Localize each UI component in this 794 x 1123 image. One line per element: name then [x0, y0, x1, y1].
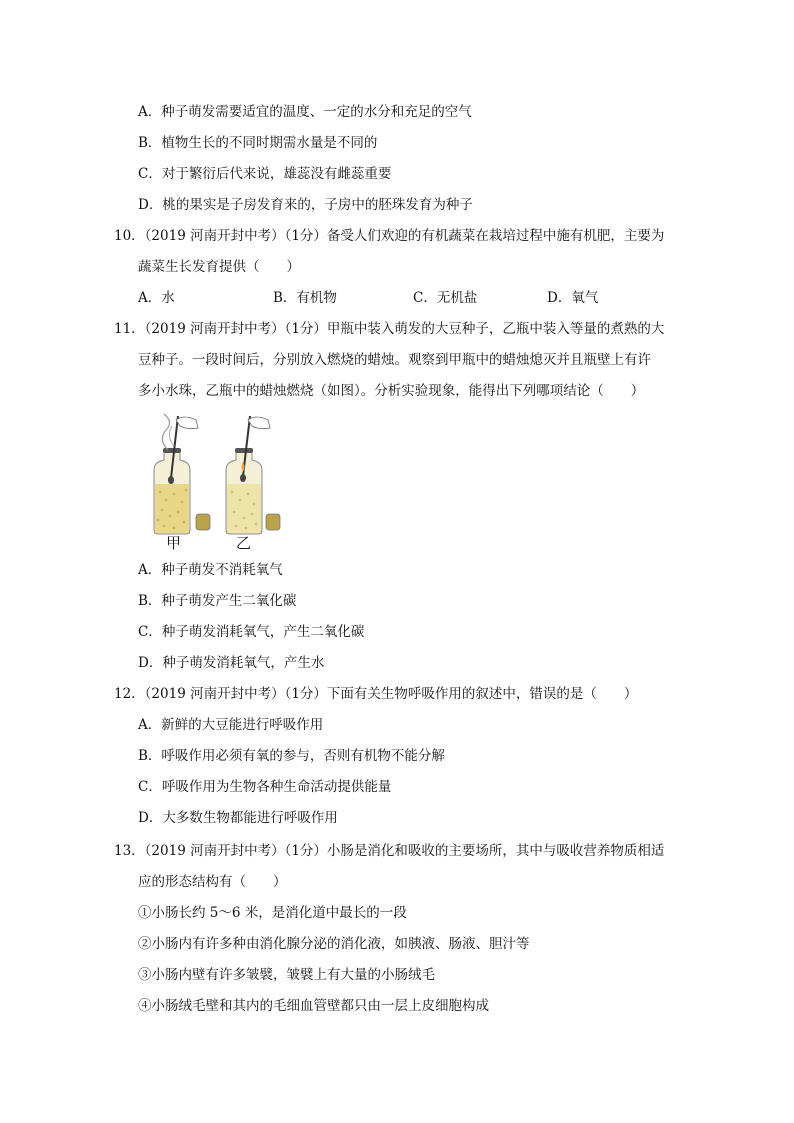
q9-option-b: B．植物生长的不同时期需水量是不同的 — [138, 135, 378, 151]
q9-option-a: A．种子萌发需要适宜的温度、一定的水分和充足的空气 — [138, 104, 472, 120]
q13-statement-2: ②小肠内有许多种由消化腺分泌的消化液，如胰液、肠液、胆汁等 — [138, 936, 530, 952]
q9-option-d: D．桃的果实是子房发育来的，子房中的胚珠发育为种子 — [138, 197, 473, 213]
q12-option-a: A．新鲜的大豆能进行呼吸作用 — [138, 717, 324, 733]
q10-option-b: B．有机物 — [273, 290, 337, 306]
q12-option-d: D．大多数生物都能进行呼吸作用 — [138, 810, 338, 826]
q11-option-c: C．种子萌发消耗氧气，产生二氧化碳 — [138, 624, 365, 640]
q12-option-b: B．呼吸作用必须有氧的参与，否则有机物不能分解 — [138, 748, 445, 764]
figure-label-yi: 乙 — [236, 534, 252, 552]
figure-label-jia: 甲 — [166, 534, 182, 552]
bottles-illustration — [144, 410, 284, 550]
q11-option-d: D．种子萌发消耗氧气，产生水 — [138, 655, 325, 671]
q10-option-d: D．氧气 — [547, 290, 599, 306]
q13-statement-3: ③小肠内壁有许多皱襞，皱襞上有大量的小肠绒毛 — [138, 967, 435, 983]
block-jia — [196, 514, 210, 530]
q10-option-a: A．水 — [138, 290, 175, 306]
q13-statement-1: ①小肠长约 5～6 米，是消化道中最长的一段 — [138, 905, 407, 921]
q11-stem-line1: 11．（2019 河南开封中考）（1分）甲瓶中装入萌发的大豆种子，乙瓶中装入等量的煮熟的大 — [114, 321, 665, 337]
q13-stem-line2: 应的形态结构有（ ） — [138, 874, 287, 890]
q13-stem-line1: 13．（2019 河南开封中考）（1分）小肠是消化和吸收的主要场所，其中与吸收营养物质相适 — [114, 843, 665, 859]
q11-option-b: B．种子萌发产生二氧化碳 — [138, 593, 297, 609]
q10-stem-line1: 10．（2019 河南开封中考）（1分）备受人们欢迎的有机蔬菜在栽培过程中施有机肥，主要为 — [114, 228, 665, 244]
q10-option-c: C．无机盐 — [413, 290, 478, 306]
q13-statement-4: ④小肠绒毛壁和其内的毛细血管壁都只由一层上皮细胞构成 — [138, 998, 489, 1014]
q9-option-c: C．对于繁衍后代来说，雄蕊没有雌蕊重要 — [138, 166, 392, 182]
bottle-jia — [154, 414, 198, 534]
q11-stem-line2: 豆种子。一段时间后，分别放入燃烧的蜡烛。观察到甲瓶中的蜡烛熄灭并且瓶壁上有许 — [138, 352, 651, 368]
q12-option-c: C．呼吸作用为生物各种生命活动提供能量 — [138, 779, 392, 795]
block-yi — [266, 514, 280, 530]
q12-stem: 12．（2019 河南开封中考）（1分）下面有关生物呼吸作用的叙述中，错误的是（ ） — [114, 686, 638, 702]
seed-bottle-experiment-figure — [144, 410, 284, 550]
q11-option-a: A．种子萌发不消耗氧气 — [138, 562, 283, 578]
bottle-yi — [226, 416, 270, 534]
q10-stem-line2: 蔬菜生长发育提供（ ） — [138, 259, 300, 275]
q11-stem-line3: 多小水珠，乙瓶中的蜡烛燃烧（如图）。分析实验现象，能得出下列哪项结论（ ） — [138, 383, 645, 399]
